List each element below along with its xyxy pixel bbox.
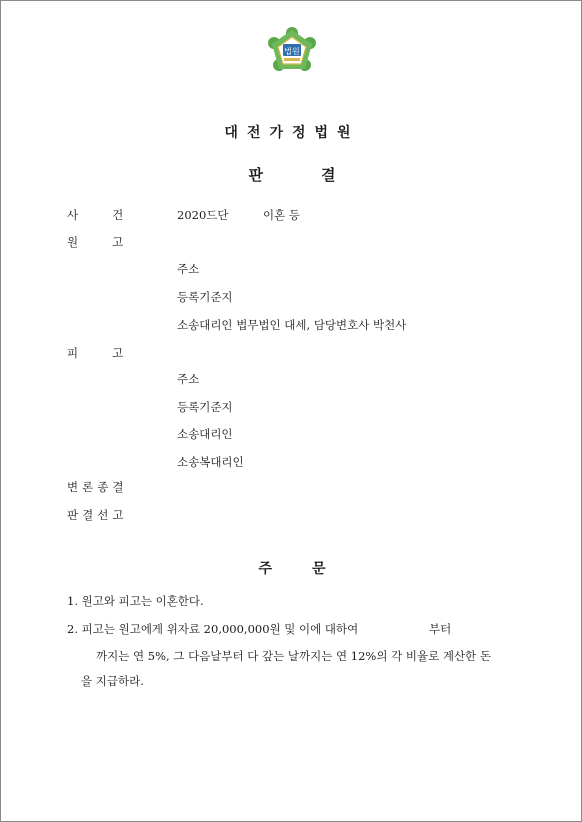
defendant-registry-label: 등록기준지 [177, 400, 233, 414]
defendant-label: 피고 [67, 346, 158, 360]
order-item-1: 1. 원고와 피고는 이혼한다. [67, 594, 204, 608]
seal-text: 법원 [284, 47, 300, 56]
judgment-date-label: 판결선고 [67, 508, 128, 522]
order-item-2-line-1: 2. 피고는 원고에게 위자료 20,000,000원 및 이에 대하여 [67, 622, 359, 636]
defendant-counsel-label: 소송대리인 [177, 427, 233, 441]
case-label: 사건 [67, 208, 158, 222]
plaintiff-counsel: 소송대리인 법무법인 대세, 담당변호사 박천사 [177, 318, 407, 332]
order-item-2-line-1-end: 부터 [429, 622, 452, 636]
order-item-2-line-3: 을 지급하라. [81, 674, 144, 688]
defendant-address-label: 주소 [177, 372, 200, 386]
defendant-sub-counsel-label: 소송복대리인 [177, 455, 244, 469]
hearing-end-label: 변론종결 [67, 480, 128, 494]
court-seal-icon [264, 25, 320, 77]
plaintiff-label: 원고 [67, 235, 158, 249]
court-name: 대전가정법원 [224, 125, 360, 141]
document-title: 판결 [248, 166, 394, 184]
order-title: 주문 [258, 561, 366, 577]
order-item-2-line-2: 까지는 연 5%, 그 다음날부터 다 갚는 날까지는 연 12%의 각 비율로 계산한 돈 [96, 649, 491, 663]
plaintiff-address-label: 주소 [177, 262, 200, 276]
case-number: 2020드단 [177, 208, 229, 222]
case-name: 이혼 등 [263, 208, 300, 222]
plaintiff-registry-label: 등록기준지 [177, 290, 233, 304]
